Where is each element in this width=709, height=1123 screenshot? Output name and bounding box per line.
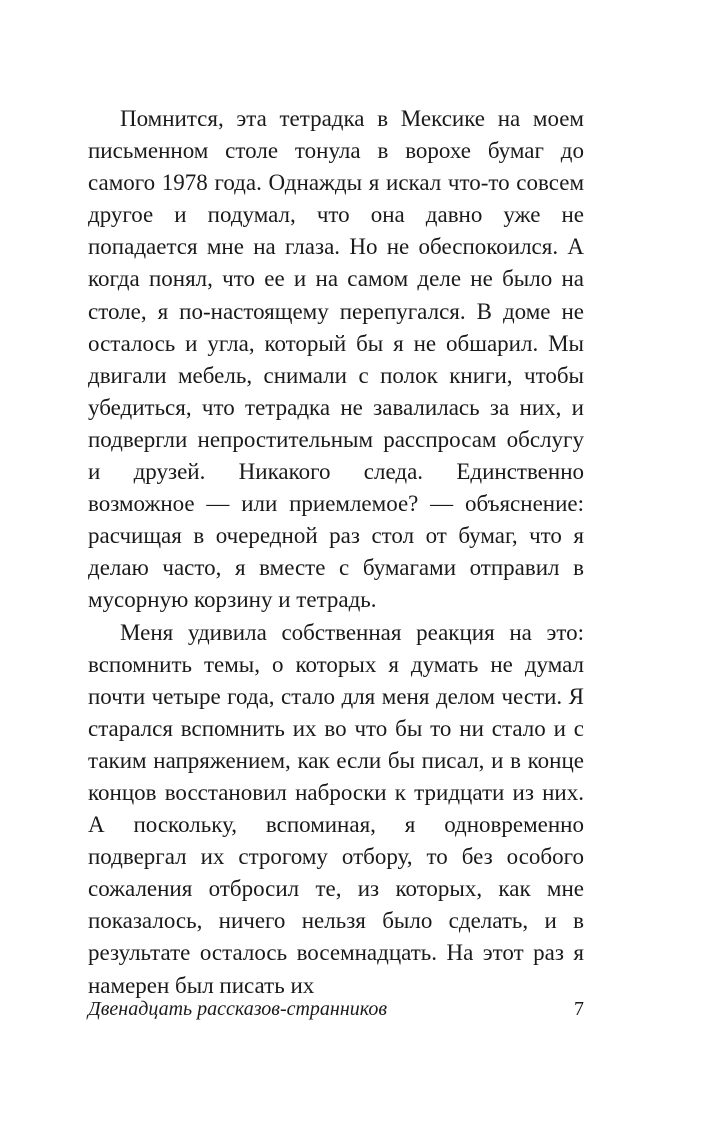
page-footer (88, 998, 584, 1028)
page-number: 7 (574, 998, 584, 1020)
paragraph-1: Помнится, эта тетрадка в Мексике на моем письменном столе тонула в ворохе бумаг до самого 1978 года. Однажды я искал что-то совсем другое и подумал, что она давно уже не попадается мне на глаза. Но не обеспокоился. А когда понял, что ее и на самом деле не было на столе, я по-настоящему перепугался. В доме не осталось и угла, который бы я не обшарил. Мы двигали мебель, снимали с полок книги, чтобы убедиться, что тетрадка не завалилась за них, и подвергли непростительным расспросам обслугу и друзей. Никакого следа. Единственно возможное — или приемлемое? — объяснение: расчищая в очередной раз стол от бумаг, что я делаю часто, я вместе с бумагами отправил в мусорную корзину и тетрадь. (88, 106, 584, 613)
page-body (88, 103, 584, 1002)
running-title: Двенадцать рассказов-странников (88, 998, 388, 1020)
paragraph-2: Меня удивила собственная реакция на это: вспомнить темы, о которых я думать не думал почти четыре года, стало для меня делом чести. Я старался вспомнить их во что бы то ни стало и с таким напряжением, как если бы писал, и в конце концов восстановил наброски к тридцати из них. А поскольку, вспоминая, я одновременно подвергал их строгому отбору, то без особого сожаления отбросил те, из которых, как мне показалось, ничего нельзя было сделать, и в результате осталось восемнадцать. На этот раз я намерен был писать их (88, 619, 584, 998)
